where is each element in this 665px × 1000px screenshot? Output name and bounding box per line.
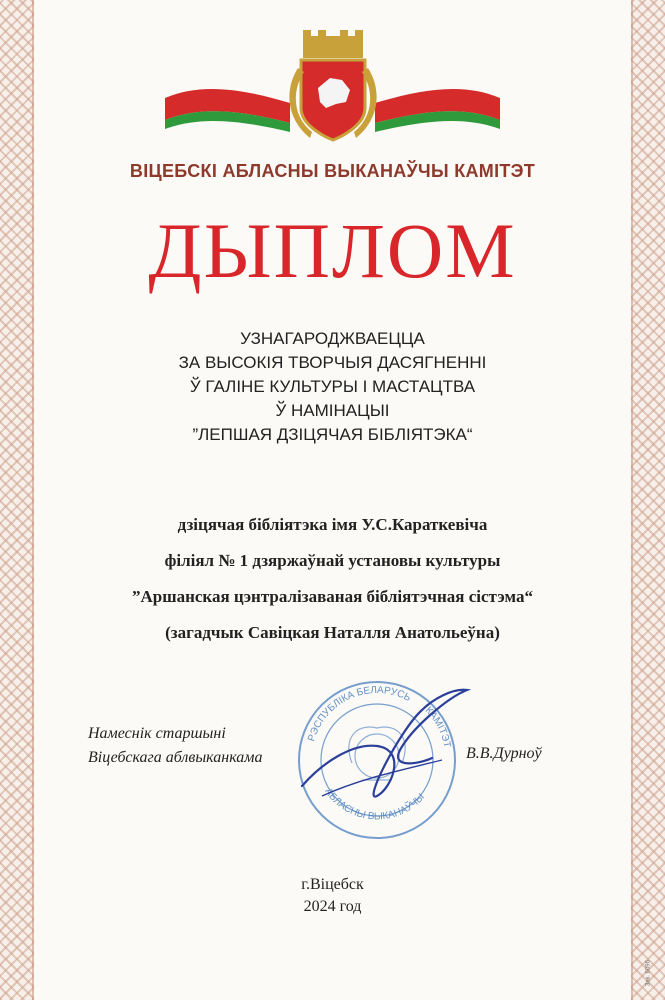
organization-name: ВІЦЕБСКІ АБЛАСНЫ ВЫКАНАЎЧЫ КАМІТЭТ [129, 161, 536, 181]
official-stamp [282, 668, 472, 843]
stamp-text-bottom: АБЛАСНЫ ВЫКАНАЎЧЫ [322, 786, 427, 823]
recipient-line: філіял № 1 дзяржаўнай установы культуры [164, 551, 501, 570]
award-line: ”ЛЕПШАЯ ДЗІЦЯЧАЯ БІБЛІЯТЭКА“ [192, 425, 473, 444]
signatory-name: В.В.Дурноў [466, 745, 542, 762]
ornament-border-left [0, 0, 34, 1000]
ornament-border-right [631, 0, 665, 1000]
flag-ribbon [0, 28, 665, 148]
stamp-emblem-icon [349, 727, 405, 780]
award-line: Ў ГАЛІНЕ КУЛЬТУРЫ І МАСТАЦТВА [189, 377, 476, 396]
signatory-position-line: Віцебскага аблвыканкама [88, 749, 263, 766]
place-and-date [0, 874, 665, 918]
document-title: ДЫПЛОМ [148, 207, 517, 294]
stamp-text-top: РЭСПУБЛІКА БЕЛАРУСЬ [306, 684, 413, 743]
recipient-line: (загадчык Савіцкая Наталля Анатольеўна) [165, 623, 500, 642]
recipient-line: дзіцячая бібліятэка імя У.С.Караткевіча [177, 515, 488, 534]
print-code: Зак. 6096 [645, 960, 651, 987]
svg-text:РЭСПУБЛІКА БЕЛАРУСЬ [306, 685, 413, 743]
recipient-text [0, 507, 665, 651]
emblem-with-flag [0, 28, 665, 138]
award-line: ЗА ВЫСОКІЯ ТВОРЧЫЯ ДАСЯГНЕННІ [178, 353, 487, 372]
signatory-position-line: Намеснік старшыні [88, 725, 226, 742]
place-text: г.Віцебск [301, 876, 364, 893]
award-line: Ў НАМІНАЦЫІ [275, 401, 390, 420]
stamp-text-right: КАМІТЭТ [422, 704, 453, 749]
award-text [0, 327, 665, 447]
crown-icon [303, 30, 363, 58]
year-text: 2024 год [303, 898, 362, 915]
recipient-line: ”Аршанская цэнтралізаваная бібліятэчная сістэма“ [132, 587, 533, 606]
signatory-position [88, 722, 263, 770]
award-line: УЗНАГАРОДЖВАЕЦЦА [240, 329, 425, 348]
